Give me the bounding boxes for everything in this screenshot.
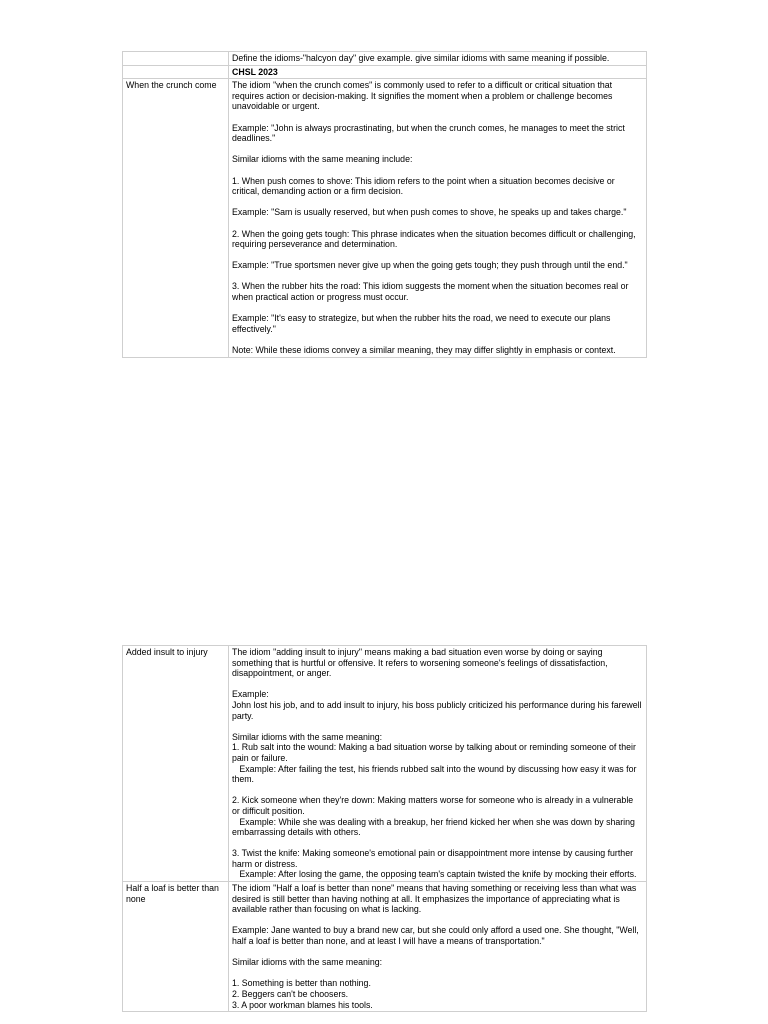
paragraph: 2. When the going gets tough: This phrase indicates when the situation becomes difficult or challenging, requiring perseverance and determination. (232, 228, 639, 250)
paragraph: Example: Jane wanted to buy a brand new car, but she could only afford a used one. She thought, "Well, half a loaf is better than none, and at least I will have a means of transportation." (232, 925, 642, 947)
paragraph: 3. When the rubber hits the road: This idiom suggests the moment when the situation becomes real or when practical action or progress must occur. (232, 281, 631, 303)
idiom-cell: When the crunch come (123, 79, 229, 357)
empty-cell (123, 65, 229, 79)
paragraph: 2. Kick someone when they're down: Making matters worse for someone who is already in a vulnerable or difficult position. Example: While she was dealing with a breakup, her friend kicked her when she was down by sharing embarrassing details with others. (232, 795, 635, 838)
paragraph: Similar idioms with the same meaning: (232, 957, 383, 968)
explanation-cell (229, 79, 647, 357)
explanation-cell (229, 882, 647, 1012)
paragraph: Example: "Sam is usually reserved, but when push comes to shove, he speaks up and takes charge." (232, 207, 627, 218)
paragraph: Example: "John is always procrastinating, but when the crunch comes, he manages to meet the strict deadlines." (232, 122, 628, 144)
paragraph: Note: While these idioms convey a similar meaning, they may differ slightly in emphasis or context. (232, 345, 616, 356)
paragraph: Similar idioms with the same meaning include: (232, 154, 413, 165)
exam-label: CHSL 2023 (229, 65, 647, 79)
paragraph: Example: "It's easy to strategize, but when the rubber hits the road, we need to execute our plans effectively." (232, 313, 613, 334)
paragraph: The idiom "when the crunch comes" is commonly used to refer to a difficult or critical situation that requires action or decision-making. It signifies the moment when a problem or challenge becomes unavoidable or urgent. (232, 80, 615, 112)
paragraph: Example: John lost his job, and to add insult to injury, his boss publicly criticized his performance during his farewell party. (232, 689, 642, 721)
idiom-table-top (122, 51, 647, 358)
explanation-cell (229, 646, 647, 882)
paragraph: The idiom "adding insult to injury" means making a bad situation even worse by doing or saying something that is hurtful or offensive. It refers to worsening someone's feelings of dissatisfaction, disappointment, or anger. (232, 647, 611, 679)
table-row (123, 882, 647, 1012)
paragraph: 1. When push comes to shove: This idiom refers to the point when a situation becomes decisive or critical, demanding action or a firm decision. (232, 175, 618, 197)
table-row (123, 79, 647, 357)
paragraph: Similar idioms with the same meaning: 1. Rub salt into the wound: Making a bad situation worse by talking about or reminding someone of their pain or failure. Example: After failing the test, his friends rubbed salt into the wound by discussing how easy it was for them. (232, 731, 637, 785)
idiom-cell: Added insult to injury (123, 646, 229, 882)
paragraph: 1. Something is better than nothing. 2. Beggers can't be choosers. 3. A poor workman blames his tools. (232, 978, 373, 1010)
header-question: Define the idioms-"halcyon day" give example. give similar idioms with same meaning if possible. (229, 52, 647, 66)
paragraph: The idiom "Half a loaf is better than none" means that having something or receiving less than what was desired is still better than having nothing at all. It emphasizes the importance of appreciating what is available rather than focusing on what is lacking. (232, 883, 639, 915)
table-row (123, 52, 647, 66)
table-row (123, 65, 647, 79)
paragraph: Example: "True sportsmen never give up when the going gets tough; they push through until the end." (232, 260, 628, 271)
idiom-table-bottom (122, 645, 647, 1012)
table-row (123, 646, 647, 882)
paragraph: 3. Twist the knife: Making someone's emotional pain or disappointment more intense by causing further harm or distress. Example: After losing the game, the opposing team's captain twisted the knife by mocking their efforts. (232, 848, 637, 880)
idiom-cell: Half a loaf is better than none (123, 882, 229, 1012)
empty-cell (123, 52, 229, 66)
